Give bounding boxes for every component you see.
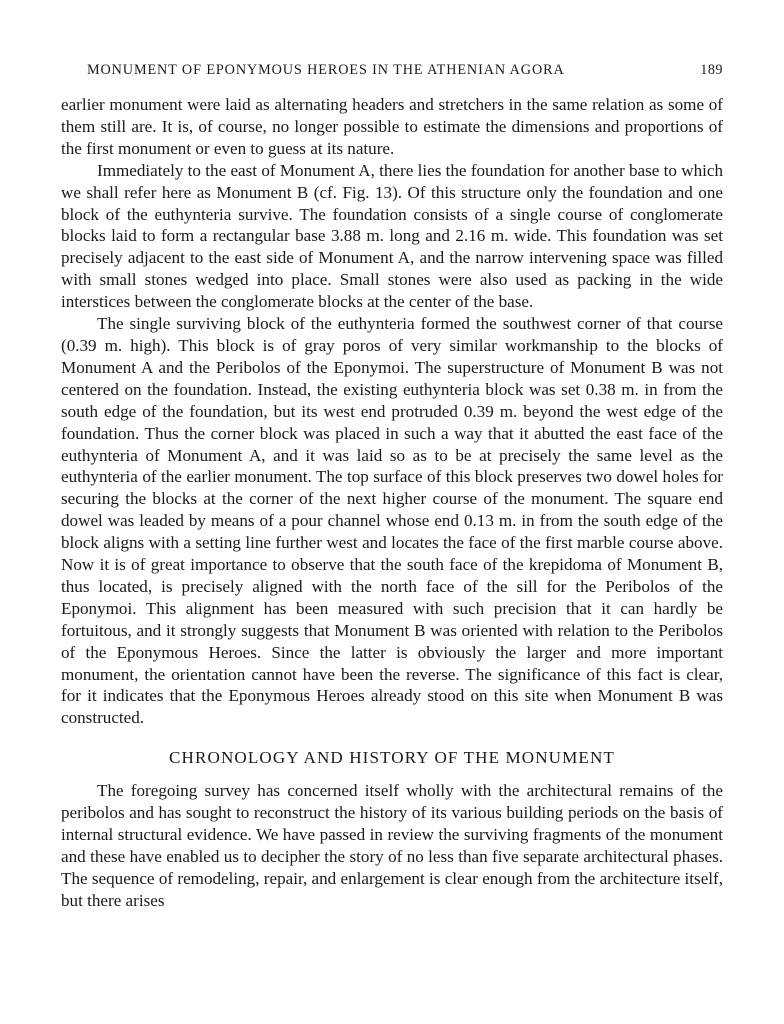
body-text xyxy=(61,94,723,912)
paragraph-chronology: The foregoing survey has concerned itself wholly with the architectural remains of the peribolos and has sought to reconstruct the history of its various building periods on the basis of internal structural evidence. We have passed in review the surviving fragments of the monument and these have enabled us to decipher the story of no less than five separate architectural phases. The sequence of remodeling, repair, and enlargement is clear enough from the architecture itself, but there arises xyxy=(61,781,723,910)
running-head xyxy=(61,58,723,82)
paragraph-continuation: earlier monument were laid as alternating headers and stretchers in the same relation as some of them still are. It is, of course, no longer possible to estimate the dimensions and proportions of the first monument or even to guess at its nature. xyxy=(61,95,723,158)
running-head-title: MONUMENT OF EPONYMOUS HEROES IN THE ATHENIAN AGORA xyxy=(87,62,565,78)
page-number: 189 xyxy=(700,62,723,78)
paragraph-euthynteria: The single surviving block of the euthynteria formed the southwest corner of that course (0.39 m. high). This block is of gray poros of very similar workmanship to the blocks of Monument A and the Peribolos of the Eponymoi. The superstructure of Monument B was not centered on the foundation. Instead, the existing euthynteria block was set 0.38 m. in from the south edge of the foundation, but its west end protruded 0.39 m. beyond the west edge of the foundation. Thus the corner block was placed in such a way that it abutted the east face of the euthynteria of Monument A, and it was laid so as to be at precisely the same level as the euthynteria of the earlier monument. The top surface of this block preserves two dowel holes for securing the blocks at the corner of the next higher course of the monument. The square end dowel was leaded by means of a pour channel whose end 0.13 m. in from the south edge of the block aligns with a setting line further west and locates the face of the first marble course above. Now it is of great importance to observe that the south face of the krepidoma of Monument B, thus located, is precisely aligned with the north face of the sill for the Peribolos of the Eponymoi. This alignment has been measured with such precision that it can hardly be fortuitous, and it strongly suggests that Monument B was oriented with relation to the Peribolos of the Eponymous Heroes. Since the latter is obviously the larger and more important monument, the orientation cannot have been the reverse. The significance of this fact is clear, for it indicates that the Eponymous Heroes already stood on this site when Monument B was constructed. xyxy=(61,314,723,728)
paragraph-monument-b: Immediately to the east of Monument A, there lies the foundation for another base to which we shall refer here as Monument B (cf. Fig. 13). Of this structure only the foundation and one block of the euthynteria survive. The foundation consists of a single course of conglomerate blocks laid to form a rectangular base 3.88 m. long and 2.16 m. wide. This foundation was set precisely adjacent to the east side of Monument A, and the narrow intervening space was filled with small stones wedged into place. Small stones were also used as packing in the wide interstices between the conglomerate blocks at the center of the base. xyxy=(61,160,723,312)
section-heading: CHRONOLOGY AND HISTORY OF THE MONUMENT xyxy=(169,748,615,768)
page xyxy=(61,58,723,912)
